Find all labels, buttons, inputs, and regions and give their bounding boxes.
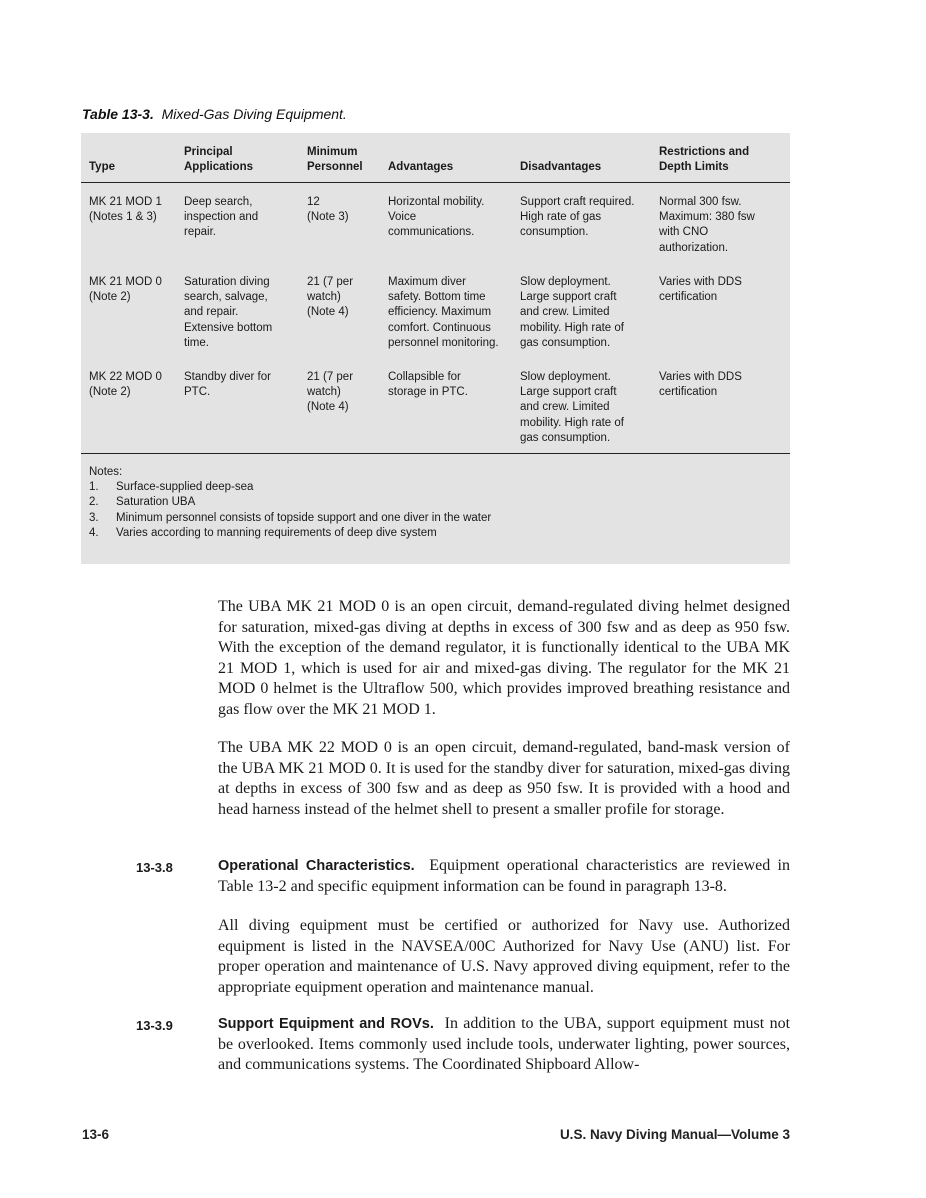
cell-disadvantages: Slow deployment. Large support craft and crew. Limited mobility. High rate of gas consumption.: [520, 371, 624, 444]
table-bottom-rule: [81, 453, 790, 454]
book-title: U.S. Navy Diving Manual—Volume 3: [559, 1127, 790, 1142]
cell-principal: Saturation diving search, salvage, and repair. Extensive bottom time.: [184, 276, 273, 349]
section-title: Support Equipment and ROVs.: [218, 1016, 434, 1032]
section-operational-characteristics: [218, 856, 790, 897]
note-item: 4. Varies according to manning requirements of deep dive system: [89, 526, 437, 539]
cell-principal: Standby diver for PTC.: [184, 371, 271, 399]
page-number: 13-6: [82, 1127, 110, 1142]
note-item: 2. Saturation UBA: [89, 496, 196, 509]
cell-restrictions: Normal 300 fsw. Maximum: 380 fsw with CNO authorization.: [659, 196, 755, 254]
cell-disadvantages: Slow deployment. Large support craft and crew. Limited mobility. High rate of gas consumption.: [520, 276, 624, 349]
cell-type: MK 22 MOD 0 (Note 2): [89, 371, 162, 399]
cell-principal: Deep search, inspection and repair.: [184, 196, 259, 239]
paragraph-mk22-mod0: The UBA MK 22 MOD 0 is an open circuit, demand-regulated, band-mask version of the UBA MK 21 MOD 0. It is used for the standby diver for saturation, mixed-gas diving at depths in excess of 300 fsw and as deep as 950 fsw. It is provided with a hood and head harness instead of the helmet shell to present a smaller profile for storage.: [218, 739, 790, 818]
cell-minimum: 21 (7 per watch) (Note 4): [307, 371, 354, 414]
header-minimum-personnel: Minimum Personnel: [307, 146, 363, 173]
table-notes: [89, 465, 491, 541]
cell-restrictions: Varies with DDS certification: [659, 276, 742, 304]
header-disadvantages: Disadvantages: [520, 161, 602, 173]
header-type: Type: [89, 161, 115, 173]
section-title: Operational Characteristics.: [218, 858, 415, 874]
notes-label: Notes:: [89, 466, 123, 478]
cell-minimum: 21 (7 per watch) (Note 4): [307, 276, 354, 319]
note-item: 1. Surface-supplied deep-sea: [89, 481, 254, 494]
cell-disadvantages: Support craft required. High rate of gas consumption.: [520, 196, 635, 239]
table-title: Mixed-Gas Diving Equipment.: [161, 106, 347, 122]
section-number-13-3-9: 13-3.9: [136, 1018, 173, 1033]
cell-restrictions: Varies with DDS certification: [659, 371, 742, 399]
header-restrictions: Restrictions and Depth Limits: [659, 146, 750, 173]
paragraph-mk21-mod0: The UBA MK 21 MOD 0 is an open circuit, demand-regulated diving helmet designed for saturation, mixed-gas diving at depths in excess of 300 fsw and as deep as 950 fsw. With the exception of the demand regulator, it is functionally identical to the UBA MK 21 MOD 1, which is used for air and mixed-gas diving. The regulator for the MK 21 MOD 0 helmet is the Ultraflow 500, which provides improved breathing resistance and gas flow over the MK 21 MOD 1.: [218, 598, 790, 718]
cell-advantages: Maximum diver safety. Bottom time efficiency. Maximum comfort. Continuous personnel monitoring.: [388, 276, 499, 349]
note-item: 3. Minimum personnel consists of topside support and one diver in the water: [89, 511, 492, 524]
cell-type: MK 21 MOD 1 (Notes 1 & 3): [89, 196, 162, 224]
paragraph-certification: All diving equipment must be certified or authorized for Navy use. Authorized equipment is listed in the NAVSEA/00C Authorized for Navy Use (ANU) list. For proper operation and maintenance of U.S. Navy approved diving equipment, refer to the appropriate equipment operation and maintenance manual.: [218, 917, 790, 996]
section-number-13-3-8: 13-3.8: [136, 860, 173, 875]
section-text: In addition to the UBA, support equipment must not be overlooked. Items commonly used include tools, underwater lighting, power sources, and communications systems. The Coordinated Shipboard Allow-: [218, 1015, 791, 1073]
table-caption: [82, 106, 347, 122]
cell-advantages: Horizontal mobility. Voice communications.: [388, 196, 485, 239]
section-support-equipment: [218, 1014, 790, 1076]
header-principal-applications: Principal Applications: [184, 146, 254, 173]
equipment-table: [81, 133, 790, 564]
section-text: Equipment operational characteristics are reviewed in Table 13-2 and specific equipment information can be found in paragraph 13-8.: [218, 857, 790, 895]
cell-type: MK 21 MOD 0 (Note 2): [89, 276, 162, 304]
header-advantages: Advantages: [388, 161, 454, 173]
cell-minimum: 12 (Note 3): [307, 196, 349, 224]
cell-advantages: Collapsible for storage in PTC.: [388, 371, 468, 399]
table-number: Table 13-3.: [82, 106, 154, 122]
table-header: [81, 133, 790, 183]
